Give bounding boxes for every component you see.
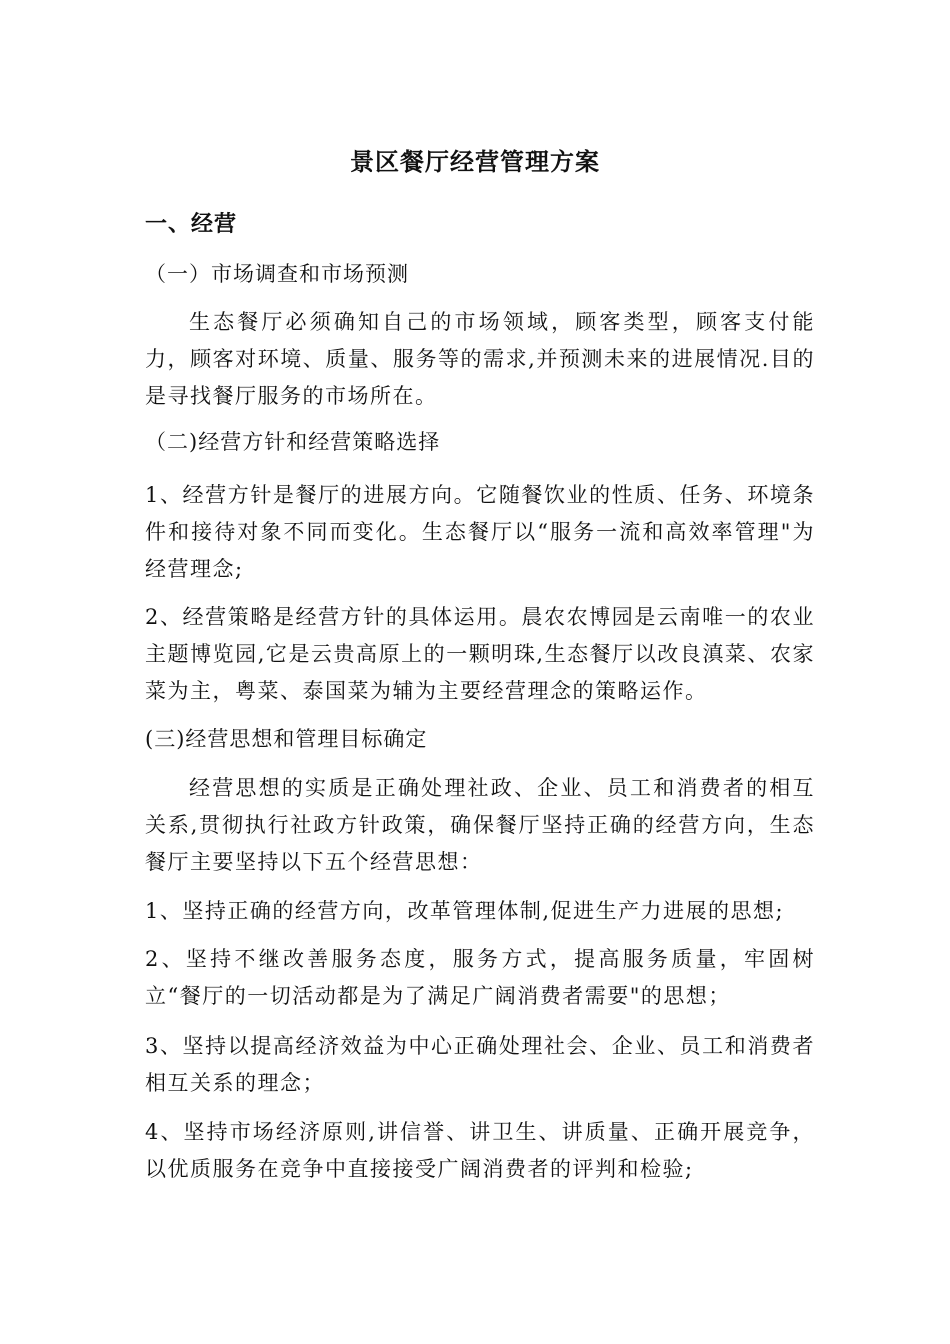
document-title: 景区餐厅经营管理方案 [350,147,600,176]
paragraph-market-research: 生态餐厅必须确知自己的市场领域，顾客类型，顾客支付能力，顾客对环境、质量、服务等的需求,并预测未来的进展情况.目的是寻找餐厅服务的市场所在。 [145,310,815,408]
list-item-thinking-4: 4、坚持市场经济原则,讲信誉、讲卫生、讲质量、正确开展竞争，以优质服务在竞争中直接接受广阔消费者的评判和检验; [145,1120,815,1181]
list-item-strategy-1: 1、经营方针是餐厅的进展方向。它随餐饮业的性质、任务、环境条件和接待对象不同而变化。生态餐厅以“服务一流和高效率管理"为经营理念; [145,483,815,581]
list-item-strategy-2: 2、经营策略是经营方针的具体运用。晨农农博园是云南唯一的农业主题博览园,它是云贵高原上的一颗明珠,生态餐厅以改良滇菜、农家菜为主，粤菜、泰国菜为辅为主要经营理念的策略运作。 [145,605,815,703]
section-heading-operations: 一、经营 [145,211,238,237]
subsection-heading-market-research: （一）市场调查和市场预测 [145,262,409,286]
list-item-thinking-1: 1、坚持正确的经营方向，改革管理体制,促进生产力进展的思想; [145,899,785,923]
list-item-thinking-3: 3、坚持以提高经济效益为中心正确处理社会、企业、员工和消费者相互关系的理念； [145,1034,815,1095]
subsection-heading-strategy: （二)经营方针和经营策略选择 [145,430,441,454]
subsection-heading-management-goals: (三)经营思想和管理目标确定 [145,727,428,751]
paragraph-management-thinking: 经营思想的实质是正确处理社政、企业、员工和消费者的相互关系,贯彻执行社政方针政策，确保餐厅坚持正确的经营方向，生态餐厅主要坚持以下五个经营思想： [145,776,815,874]
list-item-thinking-2: 2、坚持不继改善服务态度，服务方式，提高服务质量，牢固树立“餐厅的一切活动都是为了满足广阔消费者需要"的思想； [145,947,815,1008]
